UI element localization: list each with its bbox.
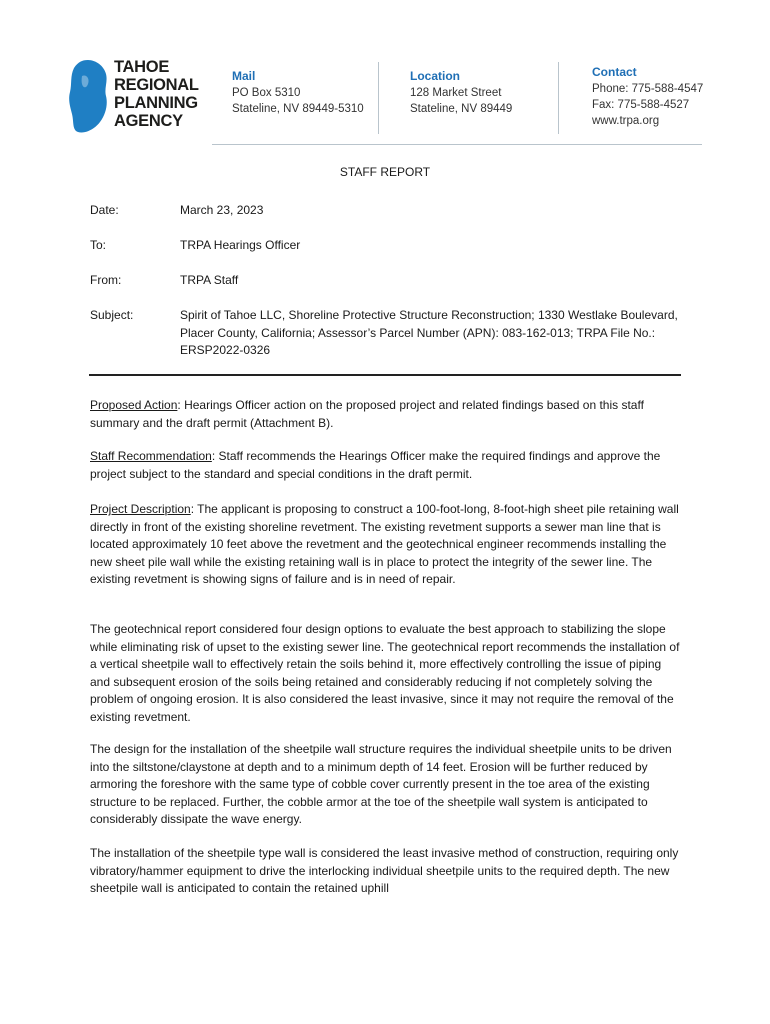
memo-value: Spirit of Tahoe LLC, Shoreline Protective Structure Reconstruction; 1330 Westlake Boulevard, Placer County, California; Assessor’s Parcel Number (APN): 083-162-013; TRPA File No.: ERSP2022-0326 <box>180 308 678 357</box>
section-heading: Staff Recommendation <box>90 449 212 463</box>
location-block <box>410 68 512 117</box>
memo-label: Subject: <box>90 308 134 322</box>
section-heading: Project Description <box>90 502 191 516</box>
logo-line: AGENCY <box>114 112 183 130</box>
section-text: : The applicant is proposing to construct a 100-foot-long, 8-foot-high sheet pile retaining wall directly in front of the existing shoreline revetment. The existing revetment supports a sewer man line that is located approximately 10 feet above the revetment and the geotechnical engineer recommends installing the new sheet pile wall while the existing retaining wall is in place to protect the integrity of the sewer line. The existing revetment is showing signs of failure and is in need of repair. <box>90 502 679 586</box>
body-paragraph: The installation of the sheetpile type wall is considered the least invasive method of construction, requiring only vibratory/hammer equipment to drive the interlocking individual sheetpile units to the required depth. The new sheetpile wall is anticipated to contain the retained uphill <box>90 846 679 895</box>
memo-label: From: <box>90 273 122 287</box>
body-paragraph: The geotechnical report considered four design options to evaluate the best approach to stabilizing the slope while eliminating risk of upset to the existing sewer line. The geotechnical report recommends the installation of a vertical sheetpile wall to effectively retain the soils behind it, more effectively controlling the issue of piping and subsequent erosion of the soils being retained and considerably reducing if not completely solving the problem of ongoing erosion. It is also considered the least invasive, since it may not require the removal of the existing revetment. <box>90 622 680 724</box>
memo-label: Date: <box>90 203 119 217</box>
mail-block <box>232 68 364 117</box>
contact-fax: Fax: 775-588-4527 <box>592 99 690 111</box>
contact-block <box>592 64 703 129</box>
trpa-logo <box>66 56 206 138</box>
header-divider <box>378 62 379 134</box>
section-heading: Proposed Action <box>90 398 178 412</box>
memo-rule <box>89 374 681 376</box>
location-line: 128 Market Street <box>410 87 502 99</box>
logo-line: TAHOE <box>114 58 170 76</box>
lake-tahoe-logo-icon <box>66 58 110 136</box>
contact-website: www.trpa.org <box>592 115 660 127</box>
memo-value: March 23, 2023 <box>180 203 264 217</box>
section-text: : Hearings Officer action on the proposed project and related findings based on this staff summary and the draft permit (Attachment B). <box>90 398 644 430</box>
mail-line: PO Box 5310 <box>232 87 301 99</box>
report-title: STAFF REPORT <box>339 165 431 179</box>
memo-label: To: <box>90 238 107 252</box>
staff-recommendation-paragraph <box>90 448 682 483</box>
mail-line: Stateline, NV 89449-5310 <box>232 103 364 115</box>
body-paragraph: The design for the installation of the sheetpile wall structure requires the individual sheetpile units to be driven into the siltstone/claystone at depth and to a minimum depth of 14 feet. Erosion will be further reduced by armoring the foreshore with the same type of cobble cover currently present in the toe area of the existing structure to be replaced. Further, the cobble armor at the toe of the sheetpile wall system is anticipated to considerably dissipate the wave energy. <box>90 742 672 826</box>
memo-value: TRPA Staff <box>180 273 239 287</box>
location-heading: Location <box>410 69 460 83</box>
logo-wordmark <box>114 58 199 130</box>
contact-phone: Phone: 775-588-4547 <box>592 83 704 95</box>
header-rule <box>212 144 702 145</box>
header-divider <box>558 62 559 134</box>
proposed-action-paragraph <box>90 397 682 432</box>
section-text: : Staff recommends the Hearings Officer make the required findings and approve the project subject to the standard and special conditions in the draft permit. <box>90 449 661 481</box>
project-description-paragraph <box>90 501 682 589</box>
contact-heading: Contact <box>592 65 637 79</box>
logo-line: REGIONAL <box>114 76 199 94</box>
mail-heading: Mail <box>232 69 256 83</box>
memo-value: TRPA Hearings Officer <box>180 238 301 252</box>
location-line: Stateline, NV 89449 <box>410 103 513 115</box>
logo-line: PLANNING <box>114 94 198 112</box>
